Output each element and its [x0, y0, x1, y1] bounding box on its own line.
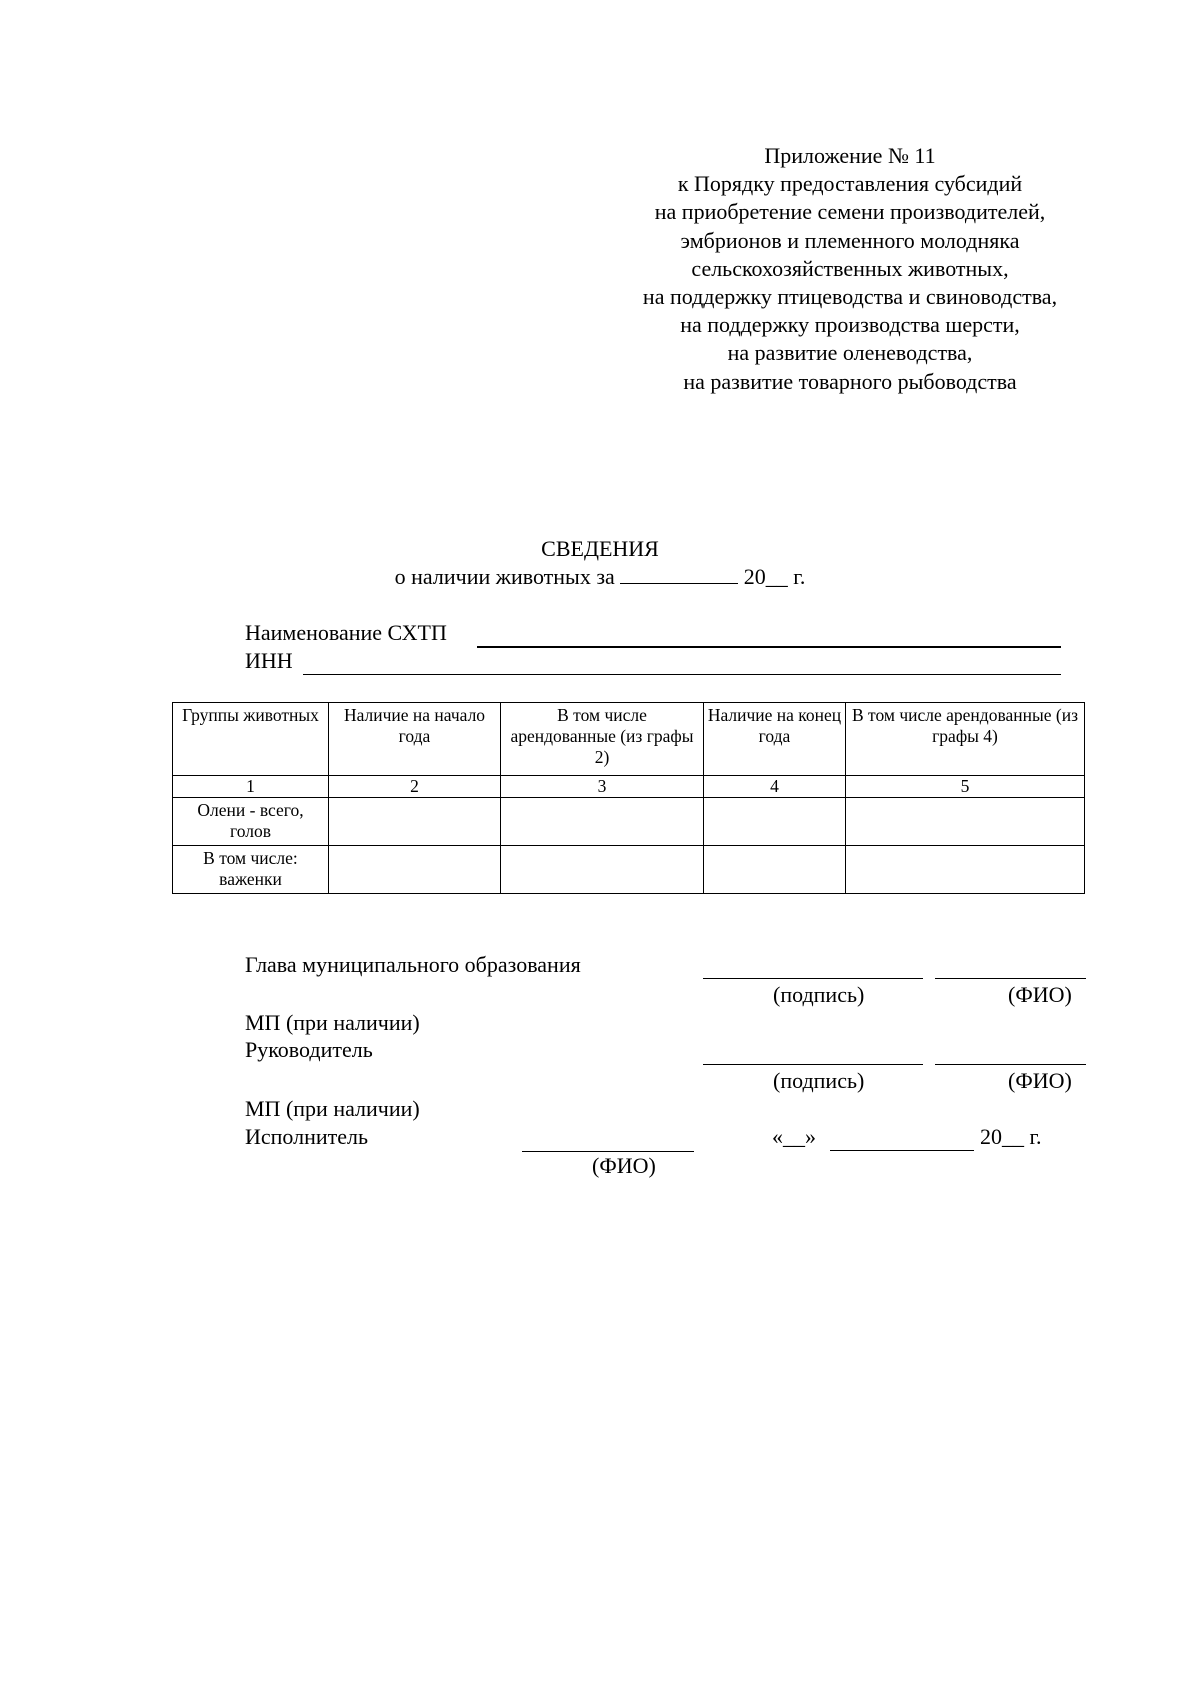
- executor-fio-caption: (ФИО): [592, 1153, 656, 1178]
- row-label: В том числе: важенки: [173, 846, 329, 894]
- executor-label: Исполнитель: [245, 1124, 369, 1149]
- table-row: [173, 798, 1085, 846]
- subtitle-year: 20__ г.: [743, 564, 806, 589]
- head-signature-line[interactable]: [703, 978, 923, 979]
- appendix-line: на приобретение семени производителей,: [654, 199, 1046, 225]
- stamp-label: МП (при наличии): [245, 1010, 420, 1035]
- appendix-line: на развитие оленеводства,: [727, 340, 973, 366]
- manager-fio-caption: (ФИО): [1008, 1068, 1072, 1093]
- table-cell[interactable]: [846, 846, 1085, 894]
- table-row: [173, 846, 1085, 894]
- appendix-line: к Порядку предоставления субсидий: [677, 171, 1023, 197]
- date-month-line[interactable]: [830, 1150, 974, 1151]
- column-number-row: [173, 776, 1085, 798]
- column-header: В том числе арендованные (из графы 2): [501, 703, 704, 776]
- row-label: Олени - всего, голов: [173, 798, 329, 846]
- title-subtitle: [0, 563, 1200, 591]
- table-cell[interactable]: [329, 846, 501, 894]
- column-header: Группы животных: [173, 703, 329, 776]
- stamp-label: МП (при наличии): [245, 1096, 420, 1121]
- table-cell[interactable]: [501, 846, 704, 894]
- table-cell[interactable]: [329, 798, 501, 846]
- manager-signature-caption: (подпись): [773, 1068, 865, 1093]
- appendix-line: эмбрионов и племенного молодняка: [680, 227, 1020, 253]
- org-name-field[interactable]: [477, 646, 1061, 648]
- table-header-row: [173, 703, 1085, 776]
- table-cell[interactable]: [704, 846, 846, 894]
- appendix-line: сельскохозяйственных животных,: [691, 255, 1009, 281]
- appendix-line: на развитие товарного рыбоводства: [683, 368, 1017, 394]
- appendix-line: на поддержку птицеводства и свиноводства,: [642, 284, 1058, 310]
- appendix-line: на поддержку производства шерсти,: [680, 312, 1020, 338]
- appendix-header: [600, 142, 1100, 396]
- head-signature-caption: (подпись): [773, 982, 865, 1007]
- head-fio-line[interactable]: [935, 978, 1086, 979]
- column-number: 2: [329, 776, 501, 798]
- column-header: Наличие на начало года: [329, 703, 501, 776]
- column-header: В том числе арендованные (из графы 4): [846, 703, 1085, 776]
- period-blank[interactable]: [620, 582, 738, 584]
- column-number: 3: [501, 776, 704, 798]
- subtitle-prefix: о наличии животных за: [394, 564, 615, 589]
- date-day: «__»: [772, 1124, 816, 1149]
- column-number: 5: [846, 776, 1085, 798]
- manager-label: Руководитель: [245, 1037, 373, 1062]
- inn-row: [245, 648, 293, 674]
- table-cell[interactable]: [501, 798, 704, 846]
- table-cell[interactable]: [846, 798, 1085, 846]
- inn-field[interactable]: [303, 674, 1061, 675]
- column-header: Наличие на конец года: [704, 703, 846, 776]
- manager-signature-line[interactable]: [703, 1064, 923, 1065]
- document-title: [0, 535, 1200, 591]
- manager-fio-line[interactable]: [935, 1064, 1086, 1065]
- title-heading: СВЕДЕНИЯ: [541, 536, 659, 561]
- column-number: 4: [704, 776, 846, 798]
- animals-table: [172, 702, 1085, 894]
- executor-fio-line[interactable]: [522, 1151, 694, 1152]
- org-name-label: Наименование СХТП: [245, 620, 447, 645]
- date-year: 20__ г.: [980, 1124, 1042, 1149]
- appendix-line: Приложение № 11: [764, 143, 936, 168]
- column-number: 1: [173, 776, 329, 798]
- inn-label: ИНН: [245, 648, 293, 673]
- table-cell[interactable]: [704, 798, 846, 846]
- head-fio-caption: (ФИО): [1008, 982, 1072, 1007]
- head-label: Глава муниципального образования: [245, 952, 581, 977]
- org-name-row: [245, 620, 447, 646]
